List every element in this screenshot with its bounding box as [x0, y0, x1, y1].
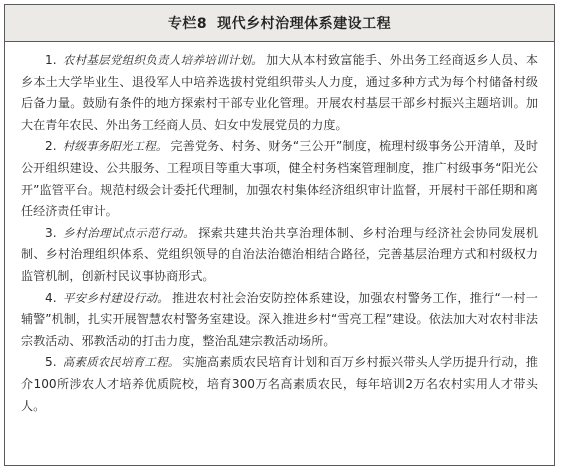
- box-label: 专栏8: [167, 16, 208, 32]
- list-item: [21, 50, 538, 136]
- item-lead: 村级事务阳光工程。: [62, 139, 168, 154]
- item-number: 1.: [45, 53, 57, 67]
- box-header: [5, 5, 554, 42]
- program-box: [4, 4, 555, 466]
- list-item: [21, 288, 538, 353]
- item-text: 探索共建共治共享治理体制、乡村治理与经济社会协同发展机制、乡村治理组织体系、党组织领导的自治法治德治相结合路径，完善基层治理方式和村级权力监管机制，创新村民议事协商形式。: [21, 225, 538, 283]
- item-text: 实施高素质农民培育计划和百万乡村振兴带头人学历提升行动，推介100所涉农人才培养优质院校，培育300万名高素质农民，每年培训2万名农村实用人才带头人。: [21, 355, 538, 413]
- item-text: 加大从本村致富能手、外出务工经商返乡人员、本乡本土大学毕业生、退役军人中培养选拔村党组织带头人力度，通过多种方式为每个村储备村级后备力量。鼓励有条件的地方探索村干部专业化管理。开展农村基层干部乡村振兴主题培训。加大在青年农民、外出务工经商人员、妇女中发展党员的力度。: [21, 53, 538, 132]
- item-text: 完善党务、村务、财务“三公开”制度，梳理村级事务公开清单，及时公开组织建设、公共服务、工程项目等重大事项，健全村务档案管理制度，推广村级事务“阳光公开”监管平台。规范村级会计委托代理制，加强农村集体经济组织审计监督，开展村干部任期和离任经济责任审计。: [21, 139, 538, 219]
- box-body: [5, 42, 554, 417]
- list-item: [21, 136, 538, 222]
- item-text: 推进农村社会治安防控体系建设，加强农村警务工作，推行“一村一辅警”机制，扎实开展智慧农村警务室建设。深入推进乡村“雪亮工程”建设。依法加大对农村非法宗教活动、邪教活动的打击力度，整治乱建宗教活动场所。: [21, 290, 538, 348]
- item-number: 3.: [45, 225, 57, 240]
- item-lead: 农村基层党组织负责人培养培训计划。: [62, 53, 264, 67]
- box-title: 现代乡村治理体系建设工程: [217, 16, 392, 32]
- list-item: [21, 352, 538, 417]
- item-number: 5.: [45, 355, 57, 370]
- item-lead: 高素质农民培育工程。: [62, 355, 180, 370]
- item-lead: 平安乡村建设行动。: [62, 290, 170, 305]
- item-number: 2.: [45, 139, 57, 154]
- item-number: 4.: [45, 290, 57, 305]
- item-lead: 乡村治理试点示范行动。: [62, 225, 196, 240]
- list-item: [21, 223, 538, 288]
